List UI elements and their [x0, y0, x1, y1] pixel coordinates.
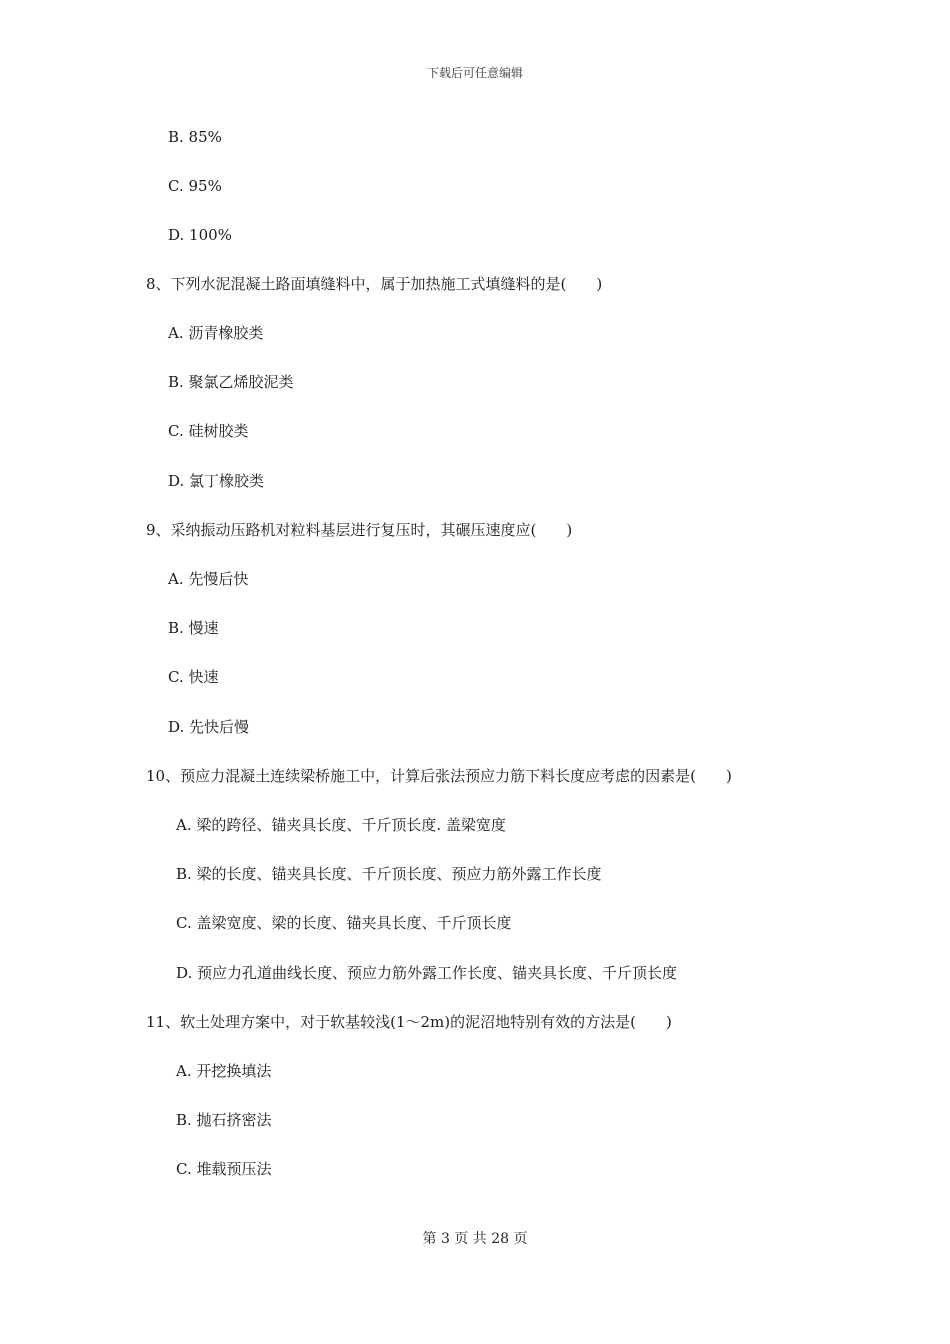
question-11-option-b: B. 抛石挤密法 [176, 1111, 272, 1129]
question-10-option-d: D. 预应力孔道曲线长度、预应力筋外露工作长度、锚夹具长度、千斤顶长度 [176, 964, 678, 982]
question-8-option-c: C. 硅树胶类 [168, 422, 249, 440]
question-8-option-a: A. 沥青橡胶类 [168, 324, 264, 342]
question-9-option-b: B. 慢速 [168, 619, 219, 637]
page-header: 下载后可任意编辑 [426, 66, 523, 80]
question-11-option-c: C. 堆载预压法 [176, 1160, 272, 1178]
question-8: 8、下列水泥混凝土路面填缝料中，属于加热施工式填缝料的是( ) [146, 275, 603, 293]
question-10-option-b: B. 梁的长度、锚夹具长度、千斤顶长度、预应力筋外露工作长度 [176, 865, 602, 883]
question-9-option-a: A. 先慢后快 [168, 570, 249, 588]
question-10-option-c: C. 盖梁宽度、梁的长度、锚夹具长度、千斤顶长度 [176, 914, 512, 932]
question-11: 11、软土处理方案中，对于软基较浅(1～2m)的泥沼地特别有效的方法是( ) [146, 1013, 672, 1031]
option-d: D. 100% [168, 226, 232, 244]
page-footer: 第 3 页 共 28 页 [422, 1231, 528, 1247]
option-b: B. 85% [168, 128, 222, 146]
question-11-option-a: A. 开挖换填法 [176, 1062, 272, 1080]
question-9: 9、采纳振动压路机对粒料基层进行复压时，其碾压速度应( ) [146, 521, 573, 539]
question-10-option-a: A. 梁的跨径、锚夹具长度、千斤顶长度. 盖梁宽度 [176, 816, 506, 834]
question-10: 10、预应力混凝土连续梁桥施工中，计算后张法预应力筋下料长度应考虑的因素是( ) [146, 767, 732, 785]
question-8-option-b: B. 聚氯乙烯胶泥类 [168, 373, 294, 391]
question-9-option-c: C. 快速 [168, 668, 219, 686]
question-8-option-d: D. 氯丁橡胶类 [168, 472, 265, 490]
question-9-option-d: D. 先快后慢 [168, 718, 250, 736]
option-c: C. 95% [168, 177, 222, 195]
